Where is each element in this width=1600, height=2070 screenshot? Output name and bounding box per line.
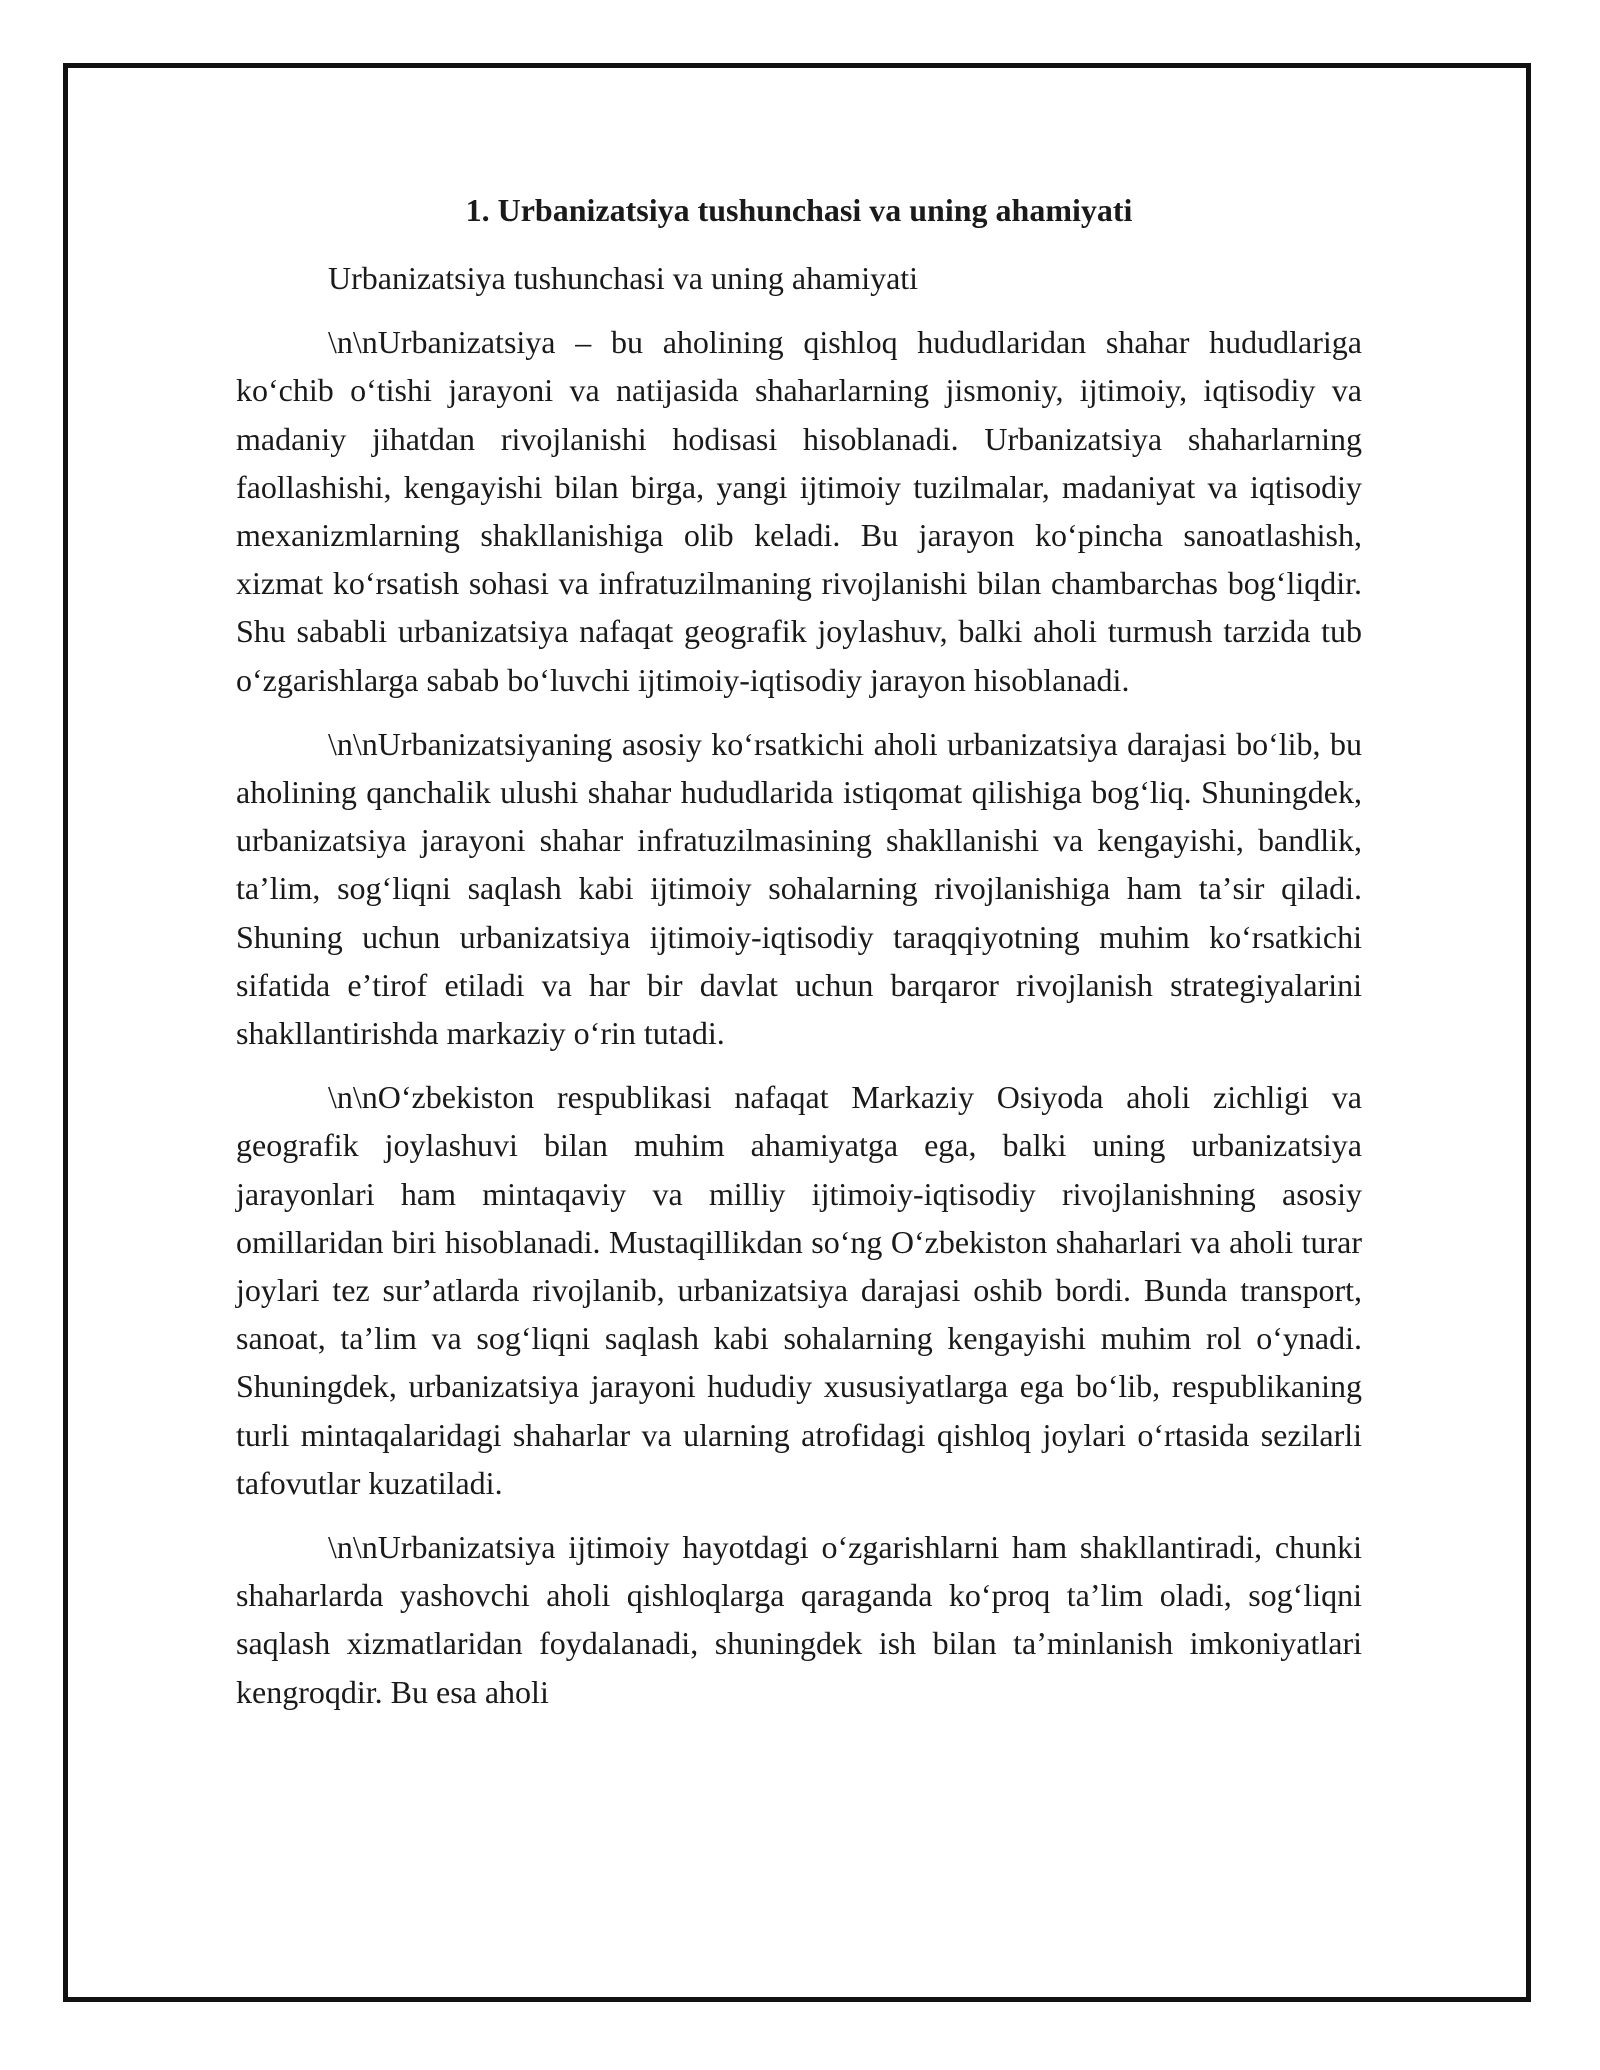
paragraph-subtitle: Urbanizatsiya tushunchasi va uning ahamiyati — [328, 260, 919, 296]
paragraph-last: \n\nUrbanizatsiya ijtimoiy hayotdagi oʻzgarishlarni ham shakllantiradi, chunki shaharlarda yashovchi aholi qishloqlarga qaraganda koʻproq taʼlim oladi, sogʻliqni saqlash xizmatlaridan foydalanadi, shuningdek ish bilan taʼminlanish imkoniyatlari kengroqdir. Bu esa aholi — [236, 1529, 1362, 1710]
document-body — [236, 186, 1362, 1716]
paragraph: \n\nUrbanizatsiya – bu aholining qishloq hududlaridan shahar hududlariga koʻchib oʻtishi jarayoni va natijasida shaharlarning jismoniy, ijtimoiy, iqtisodiy va madaniy jihatdan rivojlanishi hodisasi hisoblanadi. Urbanizatsiya shaharlarning faollashishi, kengayishi bilan birga, yangi ijtimoiy tuzilmalar, madaniyat va iqtisodiy mexanizmlarning shakllanishiga olib keladi. Bu jarayon koʻpincha sanoatlashish, xizmat koʻrsatish sohasi va infratuzilmaning rivojlanishi bilan chambarchas bogʻliqdir. Shu sababli urbanizatsiya nafaqat geografik joylashuv, balki aholi turmush tarzida tub oʻzgarishlarga sabab boʻluvchi ijtimoiy-iqtisodiy jarayon hisoblanadi. — [236, 324, 1362, 698]
document-title: 1. Urbanizatsiya tushunchasi va uning ahamiyati — [465, 192, 1133, 228]
paragraph: \n\nUrbanizatsiyaning asosiy koʻrsatkichi aholi urbanizatsiya darajasi boʻlib, bu aholining qanchalik ulushi shahar hududlarida istiqomat qilishiga bogʻliq. Shuningdek, urbanizatsiya jarayoni shahar infratuzilmasining shakllanishi va kengayishi, bandlik, taʼlim, sogʻliqni saqlash kabi ijtimoiy sohalarning rivojlanishiga ham taʼsir qiladi. Shuning uchun urbanizatsiya ijtimoiy-iqtisodiy taraqqiyotning muhim koʻrsatkichi sifatida eʼtirof etiladi va har bir davlat uchun barqaror rivojlanish strategiyalarini shakllantirishda markaziy oʻrin tutadi. — [236, 725, 1362, 1052]
paragraph: \n\nOʻzbekiston respublikasi nafaqat Markaziy Osiyoda aholi zichligi va geografik joylashuvi bilan muhim ahamiyatga ega, balki uning urbanizatsiya jarayonlari ham mintaqaviy va milliy ijtimoiy-iqtisodiy rivojlanishning asosiy omillaridan biri hisoblanadi. Mustaqillikdan soʻng Oʻzbekiston shaharlari va aholi turar joylari tez surʼatlarda rivojlanib, urbanizatsiya darajasi oshib bordi. Bunda transport, sanoat, taʼlim va sogʻliqni saqlash kabi sohalarning kengayishi muhim rol oʻynadi. Shuningdek, urbanizatsiya jarayoni hududiy xususiyatlarga ega boʻlib, respublikaning turli mintaqalaridagi shaharlar va ularning atrofidagi qishloq joylari oʻrtasida sezilarli tafovutlar kuzatiladi. — [236, 1079, 1362, 1501]
